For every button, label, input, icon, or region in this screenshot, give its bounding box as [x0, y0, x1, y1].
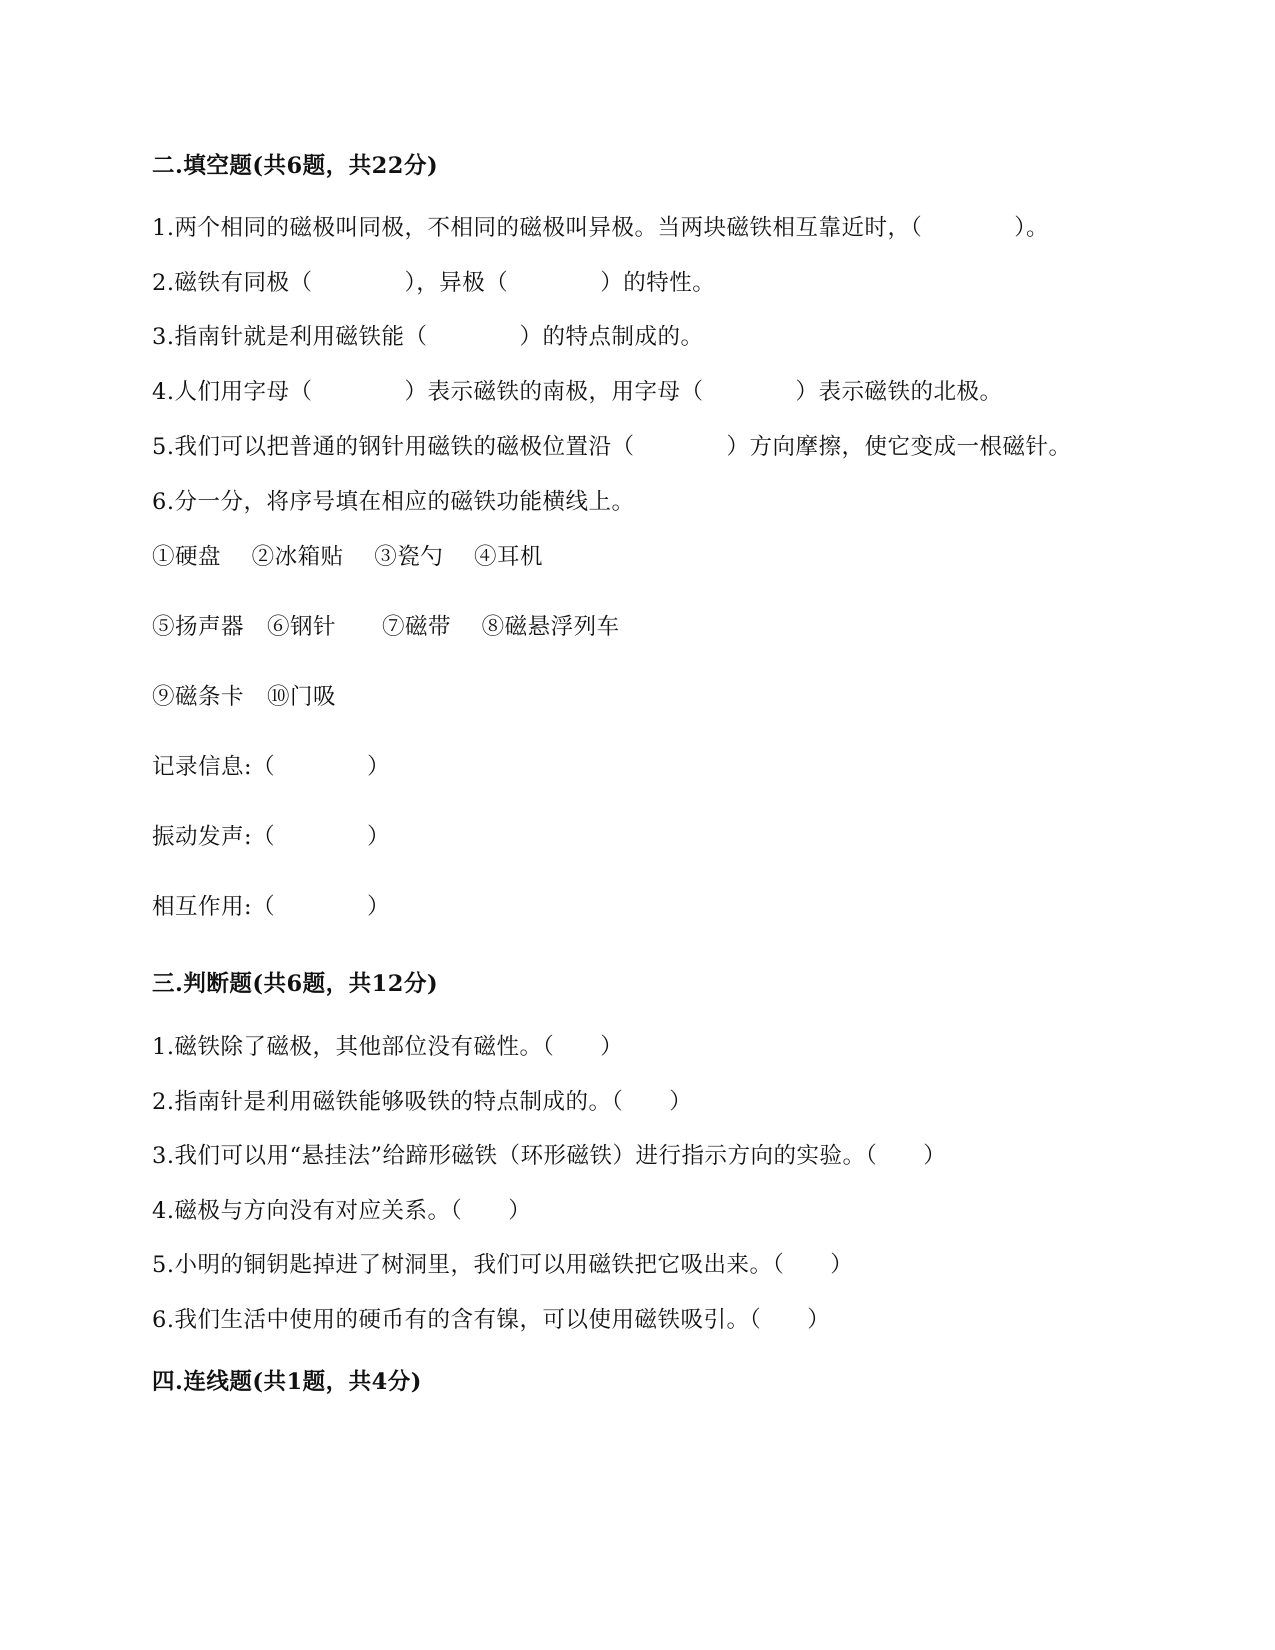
category-vibration-sound: 振动发声:（ ） — [152, 824, 391, 850]
judge-question-6: 6.我们生活中使用的硬币有的含有镍，可以使用磁铁吸引。（ ） — [152, 1307, 831, 1333]
judge-question-2: 2.指南针是利用磁铁能够吸铁的特点制成的。（ ） — [152, 1089, 693, 1115]
judge-question-4: 4.磁极与方向没有对应关系。（ ） — [152, 1198, 532, 1224]
judge-question-1: 1.磁铁除了磁极，其他部位没有磁性。（ ） — [152, 1034, 624, 1060]
section-2-heading: 二.填空题(共6题，共22分) — [152, 153, 439, 179]
judge-question-3: 3.我们可以用“悬挂法”给蹄形磁铁（环形磁铁）进行指示方向的实验。（ ） — [152, 1143, 947, 1169]
section-3-heading: 三.判断题(共6题，共12分) — [152, 971, 439, 997]
fill-question-1: 1.两个相同的磁极叫同极，不相同的磁极叫异极。当两块磁铁相互靠近时，（ ）。 — [152, 215, 1049, 241]
fill-question-2: 2.磁铁有同极（ ），异极（ ）的特性。 — [152, 270, 716, 296]
category-record-info: 记录信息:（ ） — [152, 754, 391, 780]
category-interaction: 相互作用:（ ） — [152, 894, 391, 920]
fill-question-5: 5.我们可以把普通的钢针用磁铁的磁极位置沿（ ）方向摩擦，使它变成一根磁针。 — [152, 434, 1072, 460]
judge-question-5: 5.小明的铜钥匙掉进了树洞里，我们可以用磁铁把它吸出来。（ ） — [152, 1252, 854, 1278]
options-row-2: ⑤扬声器 ⑥钢针 ⑦磁带 ⑧磁悬浮列车 — [152, 614, 620, 640]
options-row-3: ⑨磁条卡 ⑩门吸 — [152, 684, 337, 710]
fill-question-4: 4.人们用字母（ ）表示磁铁的南极，用字母（ ）表示磁铁的北极。 — [152, 379, 1003, 405]
fill-question-3: 3.指南针就是利用磁铁能（ ）的特点制成的。 — [152, 324, 704, 350]
options-row-1: ①硬盘 ②冰箱贴 ③瓷勺 ④耳机 — [152, 544, 543, 570]
section-4-heading: 四.连线题(共1题，共4分) — [152, 1369, 422, 1395]
fill-question-6: 6.分一分，将序号填在相应的磁铁功能横线上。 — [152, 489, 635, 515]
